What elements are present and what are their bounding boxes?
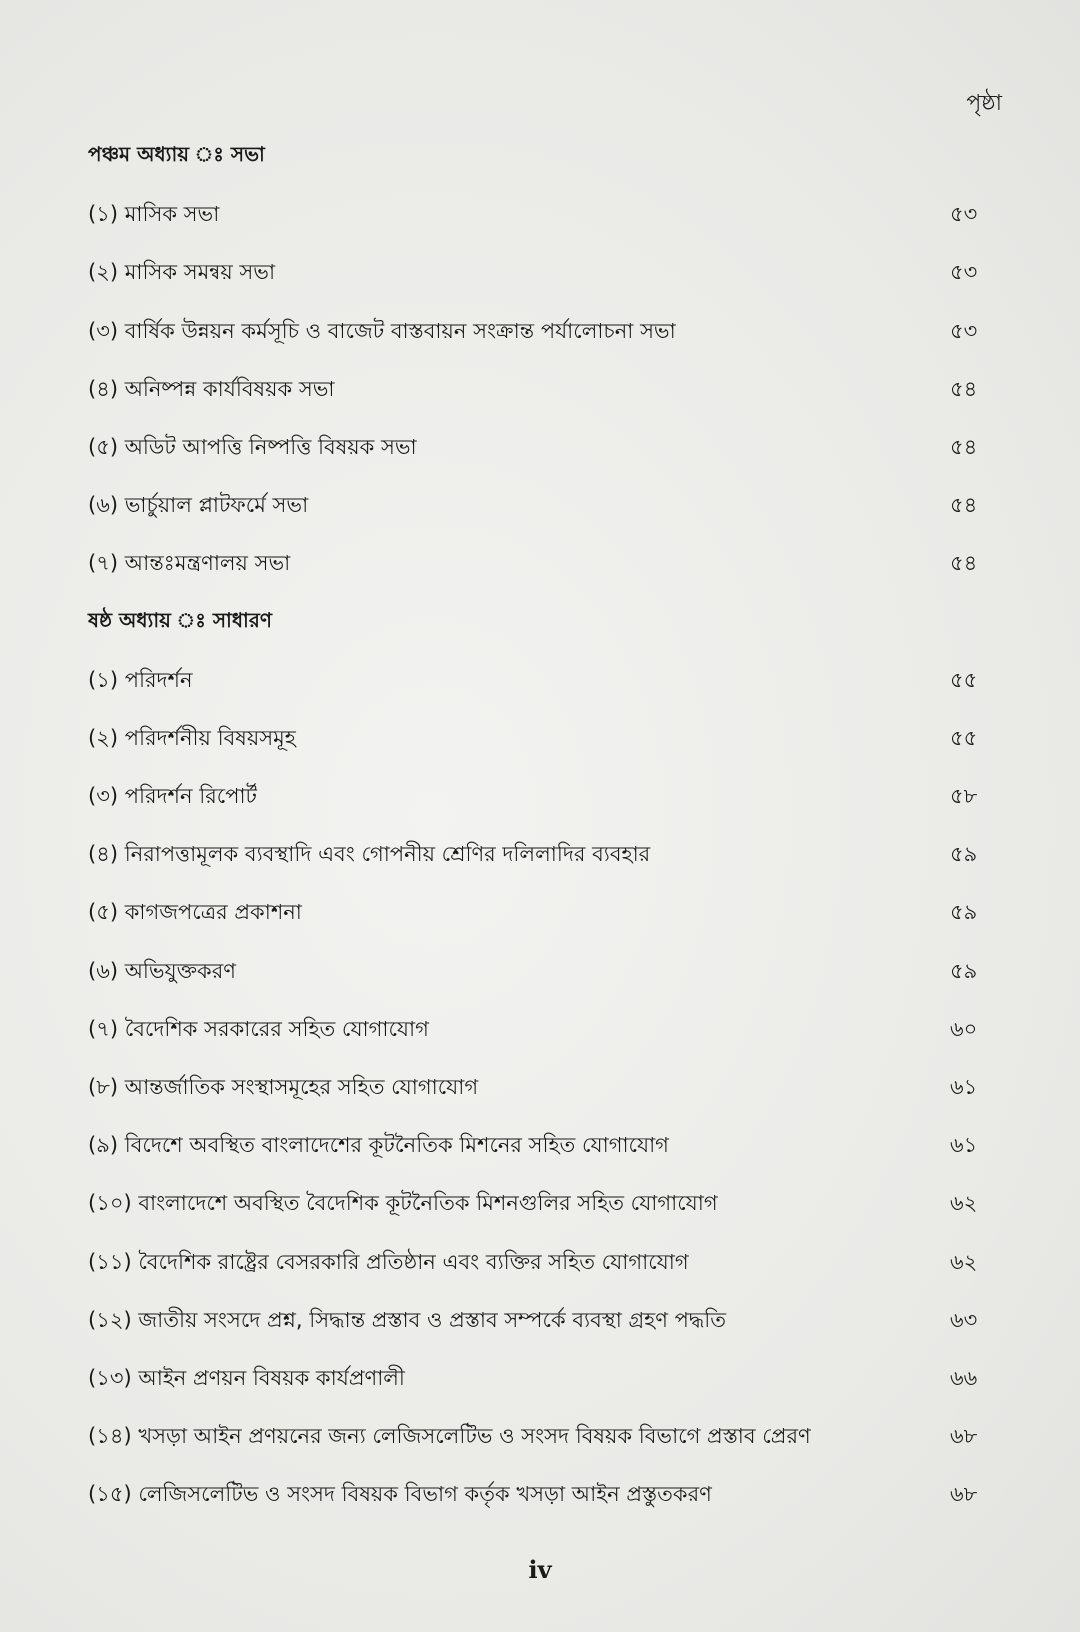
entry-page-number: ৬৮	[950, 1424, 978, 1449]
entry-title: (৩) বার্ষিক উন্নয়ন কর্মসূচি ও বাজেট বাস্তবায়ন সংক্রান্ত পর্যালোচনা সভা	[88, 318, 676, 343]
toc-entry	[88, 256, 1010, 314]
toc-entry	[88, 1013, 1010, 1071]
entry-page-number: ৬২	[950, 1249, 978, 1274]
entry-title: (৯) বিদেশে অবস্থিত বাংলাদেশের কূটনৈতিক মিশনের সহিত যোগাযোগ	[88, 1133, 669, 1158]
entry-title: (৫) অডিট আপত্তি নিষ্পত্তি বিষয়ক সভা	[88, 434, 417, 459]
entry-title: (৫) কাগজপত্রের প্রকাশনা	[88, 900, 302, 925]
entry-page-number: ৫৪	[950, 551, 978, 576]
table-of-contents	[88, 140, 1010, 1537]
entry-page-number: ৫৩	[950, 202, 978, 227]
entry-title: (১১) বৈদেশিক রাষ্ট্রের বেসরকারি প্রতিষ্ঠান এবং ব্যক্তির সহিত যোগাযোগ	[88, 1249, 689, 1274]
entry-title: (৭) আন্তঃমন্ত্রণালয় সভা	[88, 551, 291, 576]
page-column-label: পৃষ্ঠা	[966, 91, 1002, 116]
entry-page-number: ৬৩	[950, 1307, 978, 1332]
toc-entry	[88, 1478, 1010, 1536]
entry-title: (২) মাসিক সমন্বয় সভা	[88, 260, 276, 285]
entry-page-number: ৬০	[950, 1016, 978, 1041]
entry-page-number: ৫৩	[950, 318, 978, 343]
entry-page-number: ৫৫	[950, 667, 978, 692]
entry-title: (১৪) খসড়া আইন প্রণয়নের জন্য লেজিসলেটিভ ও সংসদ বিষয়ক বিভাগে প্রস্তাব প্রেরণ	[88, 1424, 811, 1449]
entry-title: (৪) অনিষ্পন্ন কার্যবিষয়ক সভা	[88, 376, 335, 401]
entry-title: (৬) ভার্চুয়াল প্লাটফর্মে সভা	[88, 493, 309, 518]
entry-page-number: ৫৯	[950, 900, 978, 925]
toc-entry	[88, 838, 1010, 896]
chapter-heading	[88, 140, 1010, 198]
entry-title: (১০) বাংলাদেশে অবস্থিত বৈদেশিক কূটনৈতিক মিশনগুলির সহিত যোগাযোগ	[88, 1191, 718, 1216]
entry-title: পঞ্চম অধ্যায় ঃ সভা	[88, 142, 265, 166]
entry-page-number: ৫৪	[950, 493, 978, 518]
page-folio: iv	[528, 1555, 552, 1584]
toc-entry	[88, 373, 1010, 431]
chapter-heading	[88, 606, 1010, 664]
entry-page-number: ৬৮	[950, 1482, 978, 1507]
toc-entry	[88, 1362, 1010, 1420]
entry-page-number: ৬২	[950, 1191, 978, 1216]
entry-page-number: ৫৫	[950, 725, 978, 750]
entry-page-number: ৫৯	[950, 842, 978, 867]
toc-entry	[88, 1420, 1010, 1478]
toc-entry	[88, 955, 1010, 1013]
toc-entry	[88, 547, 1010, 605]
toc-entry	[88, 315, 1010, 373]
entry-title: (১) মাসিক সভা	[88, 202, 220, 227]
entry-page-number: ৫৩	[950, 260, 978, 285]
toc-entry	[88, 664, 1010, 722]
toc-entry	[88, 722, 1010, 780]
entry-page-number: ৬১	[950, 1075, 978, 1099]
entry-page-number: ৫৮	[950, 784, 978, 809]
toc-entry	[88, 431, 1010, 489]
entry-title: (৬) অভিযুক্তকরণ	[88, 958, 236, 983]
toc-entry	[88, 198, 1010, 256]
toc-entry	[88, 489, 1010, 547]
entry-title: (১৫) লেজিসলেটিভ ও সংসদ বিষয়ক বিভাগ কর্তৃক খসড়া আইন প্রস্তুতকরণ	[88, 1482, 712, 1507]
entry-title: (৮) আন্তর্জাতিক সংস্থাসমূহের সহিত যোগাযোগ	[88, 1075, 479, 1099]
toc-entry	[88, 780, 1010, 838]
toc-entry	[88, 1246, 1010, 1304]
entry-title: (১) পরিদর্শন	[88, 667, 193, 692]
entry-title: (২) পরিদর্শনীয় বিষয়সমূহ	[88, 725, 296, 750]
entry-title: (১৩) আইন প্রণয়ন বিষয়ক কার্যপ্রণালী	[88, 1365, 405, 1390]
entry-title: (১২) জাতীয় সংসদে প্রশ্ন, সিদ্ধান্ত প্রস্তাব ও প্রস্তাব সম্পর্কে ব্যবস্থা গ্রহণ পদ্ধতি	[88, 1307, 727, 1332]
entry-title: (৭) বৈদেশিক সরকারের সহিত যোগাযোগ	[88, 1016, 429, 1041]
entry-page-number: ৬১	[950, 1133, 978, 1158]
entry-page-number: ৫৪	[950, 376, 978, 401]
entry-page-number: ৫৪	[950, 434, 978, 459]
entry-page-number: ৫৯	[950, 958, 978, 983]
toc-entry	[88, 1129, 1010, 1187]
entry-page-number: ৬৬	[950, 1365, 978, 1390]
entry-title: ষষ্ঠ অধ্যায় ঃ সাধারণ	[88, 607, 272, 632]
entry-title: (৪) নিরাপত্তামূলক ব্যবস্থাদি এবং গোপনীয় শ্রেণির দলিলাদির ব্যবহার	[88, 842, 651, 867]
entry-title: (৩) পরিদর্শন রিপোর্ট	[88, 784, 257, 809]
toc-entry	[88, 1304, 1010, 1362]
toc-entry	[88, 1187, 1010, 1245]
toc-entry	[88, 1071, 1010, 1129]
toc-entry	[88, 896, 1010, 954]
